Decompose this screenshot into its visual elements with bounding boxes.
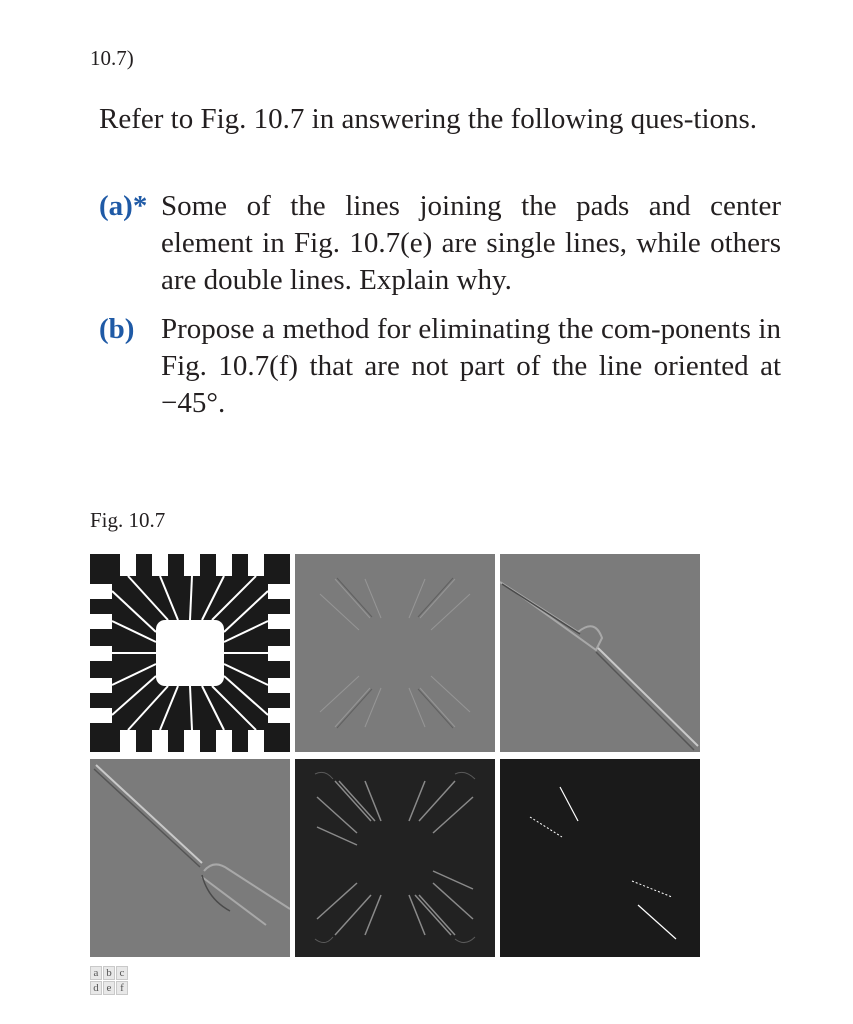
problem-number: 10.7) [90, 46, 134, 70]
panel-key-row-bottom [90, 981, 129, 996]
panel-b-filtered-image [295, 554, 495, 752]
key-c: c [116, 966, 128, 980]
part-b-text: Propose a method for eliminating the com-ponents in Fig. 10.7(f) that are not part of the line oriented at −45°. [161, 313, 781, 419]
panel-key-row-top [90, 966, 129, 981]
figure-caption: Fig. 10.7 [90, 508, 166, 532]
key-e: e [103, 981, 115, 995]
panel-e-absolute-response [295, 759, 495, 957]
key-d: d [90, 981, 102, 995]
figure-grid [90, 554, 700, 959]
key-f: f [116, 981, 128, 995]
key-b: b [103, 966, 115, 980]
question-part-a [99, 188, 779, 299]
panel-a-original-image [90, 554, 290, 752]
part-a-text: Some of the lines joining the pads and center element in Fig. 10.7(e) are single lines, while others are double lines. Explain why. [161, 190, 781, 296]
problem-intro: Refer to Fig. 10.7 in answering the following ques-tions. [99, 103, 758, 135]
panel-f-thresholded-result [500, 759, 700, 957]
part-b-label: (b) [99, 313, 135, 345]
panel-c-line-response [500, 554, 700, 752]
part-a-label: (a)* [99, 190, 148, 222]
panel-key [90, 966, 129, 996]
panel-d-line-response [90, 759, 290, 957]
key-a: a [90, 966, 102, 980]
question-part-b [99, 311, 779, 422]
